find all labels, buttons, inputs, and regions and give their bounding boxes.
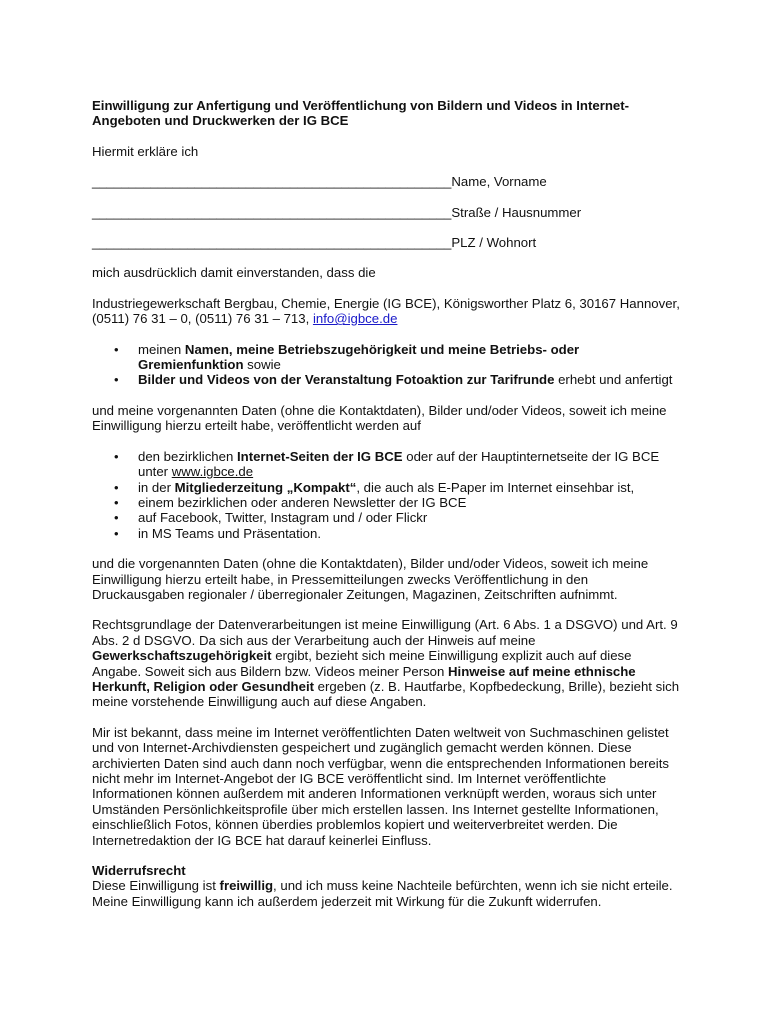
withdrawal-bold: freiwillig: [219, 878, 274, 894]
bullet-icon: •: [114, 494, 119, 510]
city-field-label: PLZ / Wohnort: [451, 235, 537, 251]
city-field[interactable]: [92, 235, 682, 250]
list-item-bold: Internet-Seiten der IG BCE: [236, 448, 403, 464]
street-field-line: _________________________________________________: [92, 204, 452, 220]
consent-document: [92, 98, 682, 909]
press-paragraph: und die vorgenannten Daten (ohne die Kontaktdaten), Bilder und/oder Videos, soweit ich meine Einwilligung hierzu erteilt habe, in Pressemitteilungen zwecks Veröffentlichung in den Druckausgaben regionaler / überregionaler Zeitungen, Magazinen, Zeitschriften aufnimmt.: [92, 556, 649, 602]
withdrawal-text: , und ich muss keine Nachteile befürchten, wenn ich sie nicht erteile. Meine Einwilligung kann ich außerdem jederzeit mit Wirkung für die Zukunft widerrufen.: [92, 878, 673, 909]
list-item: [92, 526, 682, 541]
legal-text: Rechtsgrundlage der Datenverarbeitungen ist meine Einwilligung (Art. 6 Abs. 1 a DSGVO) und Art. 9 Abs. 2 d DSGVO. Da sich aus der Verarbeitung auch der Hinweis auf meine: [92, 617, 678, 648]
bullet-icon: •: [114, 525, 119, 541]
list-item: [92, 372, 682, 387]
list-item-text: in der: [138, 479, 175, 495]
list-item-text: sowie: [243, 357, 281, 373]
list-item-text: einem bezirklichen oder anderen Newsletter der IG BCE: [138, 494, 467, 510]
list-item-bold: Mitgliederzeitung „Kompakt“: [174, 479, 357, 495]
list-item: [92, 449, 682, 480]
withdrawal-paragraph: [92, 878, 682, 909]
list-item: [92, 495, 682, 510]
legal-bold: Hinweise auf meine ethnische Herkunft, Religion oder Gesundheit: [92, 663, 636, 694]
channels-list: [92, 449, 682, 541]
list-item-text: meinen: [138, 341, 185, 357]
list-item-text: , die auch als E-Paper im Internet einsehbar ist,: [356, 479, 635, 495]
form-fields: [92, 174, 682, 250]
legal-paragraph: [92, 617, 682, 709]
intro-text: Hiermit erkläre ich: [92, 143, 199, 159]
list-item-text: auf Facebook, Twitter, Instagram und / oder Flickr: [138, 510, 428, 526]
city-field-line: _________________________________________________: [92, 235, 452, 251]
bullet-icon: •: [114, 448, 119, 464]
list-item: [92, 342, 682, 373]
bullet-icon: •: [114, 341, 119, 357]
internet-paragraph: Mir ist bekannt, dass meine im Internet veröffentlichten Daten weltweit von Suchmaschinen gelistet und von Internet-Archivdiensten gespeichert und zugänglich gemacht werden können. Diese archivierten Daten sind auch dann noch verfügbar, wenn die entsprechenden Informationen bereits nicht mehr im Internet-Angebot der IG BCE veröffentlicht sind. Im Internet veröffentlichte Informationen können außerdem mit anderen Informationen verknüpft werden, woraus sich unter Umständen Persönlichkeitsprofile über mich erstellen lassen. Ins Internet gestellte Informationen, einschließlich Fotos, können überdies problemlos kopiert und weiterverbreitet werden. Die Internetredaktion der IG BCE hat darauf keinerlei Einfluss.: [92, 724, 669, 848]
legal-bold: Gewerkschaftszugehörigkeit: [92, 648, 272, 664]
consent-intro: mich ausdrücklich damit einverstanden, dass die: [92, 265, 376, 281]
data-list: [92, 342, 682, 388]
list-item: [92, 510, 682, 525]
publish-paragraph: und meine vorgenannten Daten (ohne die Kontaktdaten), Bilder und/oder Videos, soweit ich meine Einwilligung hierzu erteilt habe, veröffentlicht werden auf: [92, 402, 667, 434]
legal-text: ergeben (z. B. Hautfarbe, Kopfbedeckung, Brille), bezieht sich meine vorstehende Einwilligung auch auf diese Angaben.: [92, 678, 680, 710]
list-item-text: oder auf der Hauptinternetseite der IG BCE unter: [138, 448, 660, 480]
list-item: [92, 480, 682, 495]
legal-text: ergibt, bezieht sich meine Einwilligung explizit auch auf diese Angabe. Soweit sich aus Bildern bzw. Videos meiner Person: [92, 648, 632, 679]
bullet-icon: •: [114, 372, 119, 388]
bullet-icon: •: [114, 479, 119, 495]
withdrawal-heading: Widerrufsrecht: [92, 863, 186, 879]
list-item-text: in MS Teams und Präsentation.: [138, 525, 322, 541]
withdrawal-text: Diese Einwilligung ist: [92, 878, 220, 894]
list-item-text: den bezirklichen: [138, 448, 237, 464]
list-item-text: erhebt und anfertigt: [554, 372, 673, 388]
bullet-icon: •: [114, 510, 119, 526]
list-item-bold: Namen, meine Betriebszugehörigkeit und meine Betriebs- oder Gremienfunktion: [138, 341, 580, 373]
organization-info: [92, 296, 682, 327]
email-link[interactable]: info@igbce.de: [312, 311, 398, 327]
street-field-label: Straße / Hausnummer: [451, 204, 582, 220]
name-field-label: Name, Vorname: [451, 174, 547, 190]
street-field[interactable]: [92, 205, 682, 220]
name-field[interactable]: [92, 174, 682, 189]
name-field-line: _________________________________________________: [92, 174, 452, 190]
website-link[interactable]: www.igbce.de: [171, 464, 254, 480]
document-title: Einwilligung zur Anfertigung und Veröffentlichung von Bildern und Videos in Internet-Angeboten und Druckwerken der IG BCE: [92, 98, 630, 129]
list-item-bold: Bilder und Videos von der Veranstaltung Fotoaktion zur Tarifrunde: [138, 372, 555, 388]
organization-text: Industriegewerkschaft Bergbau, Chemie, Energie (IG BCE), Königsworther Platz 6, 30167 Hannover, (0511) 76 31 – 0, (0511) 76 31 – 713,: [92, 295, 680, 327]
